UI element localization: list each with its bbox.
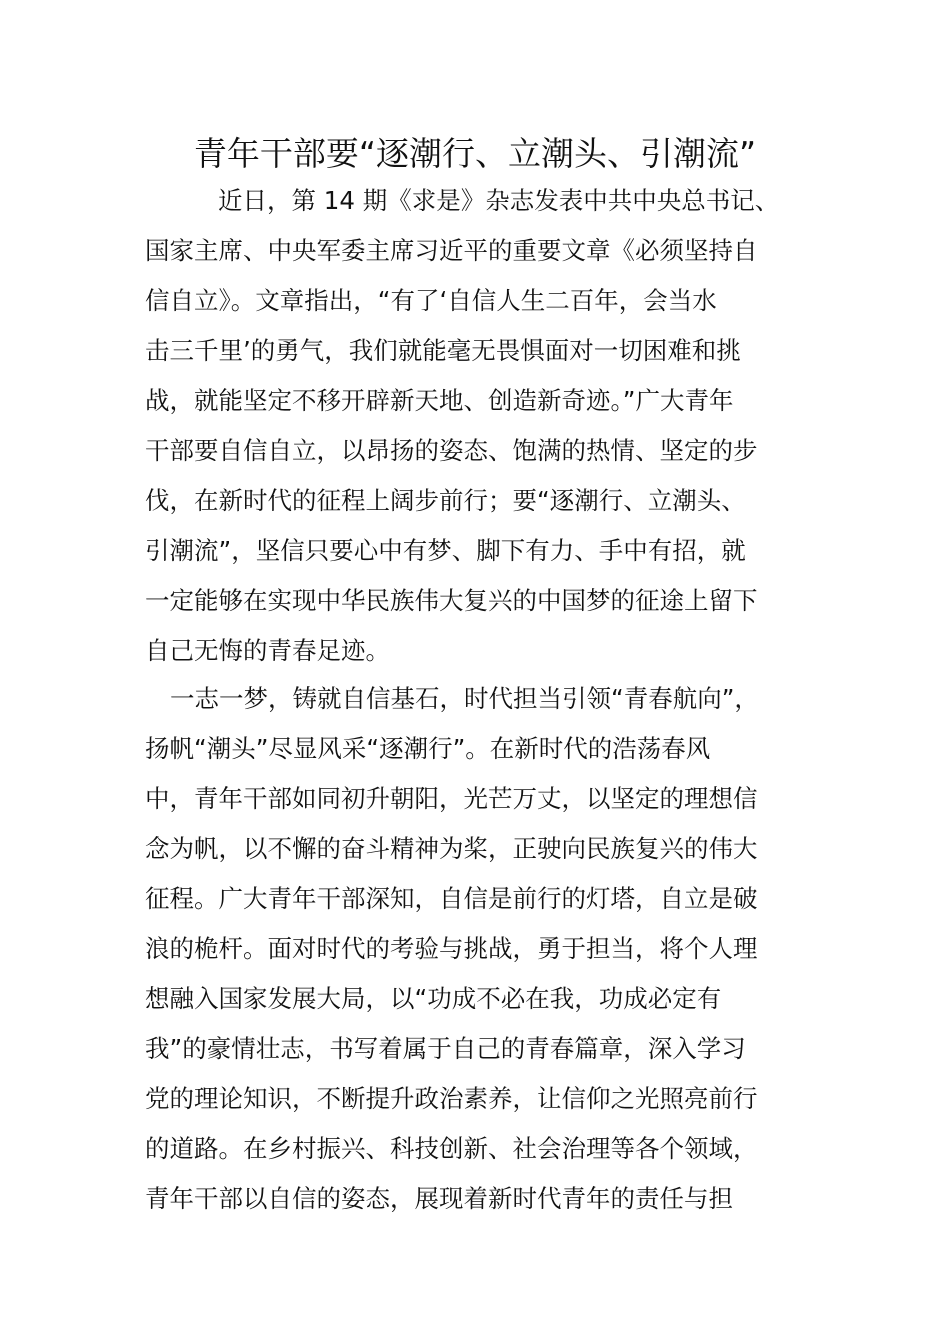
paragraph-line: 战，就能坚定不移开辟新天地、创造新奇迹。”广大青年: [145, 386, 734, 415]
paragraph-line: 伐，在新时代的征程上阔步前行；要“逐潮行、立潮头、: [145, 486, 746, 515]
paragraph-line: 一志一梦，铸就自信基石，时代担当引领“青春航向”，: [170, 684, 759, 713]
paragraph-line: 自己无悔的青春足迹。: [145, 636, 390, 665]
paragraph-line: 击三千里’的勇气，我们就能毫无畏惧面对一切困难和挑: [145, 336, 741, 365]
paragraph-line: 党的理论知识，不断提升政治素养，让信仰之光照亮前行: [145, 1084, 758, 1113]
paragraph-line: 青年干部以自信的姿态，展现着新时代青年的责任与担: [145, 1184, 733, 1213]
paragraph-line: 引潮流”，坚信只要心中有梦、脚下有力、手中有招，就: [145, 536, 746, 565]
paragraph-2: [145, 674, 810, 1224]
paragraph-line: 的道路。在乡村振兴、科技创新、社会治理等各个领域，: [145, 1134, 758, 1163]
paragraph-1: [145, 176, 810, 676]
paragraph-line: 信自立》。文章指出，“有了‘自信人生二百年，会当水: [145, 286, 717, 315]
paragraph-line: 国家主席、中央军委主席习近平的重要文章《必须坚持自: [145, 236, 758, 265]
paragraph-line: 一定能够在实现中华民族伟大复兴的中国梦的征途上留下: [145, 586, 758, 615]
paragraph-line: 干部要自信自立，以昂扬的姿态、饱满的热情、坚定的步: [145, 436, 758, 465]
paragraph-line: 近日，第 14 期《求是》杂志发表中共中央总书记、: [218, 186, 780, 215]
paragraph-line: 中，青年干部如同初升朝阳，光芒万丈，以坚定的理想信: [145, 784, 758, 813]
paragraph-line: 浪的桅杆。面对时代的考验与挑战，勇于担当，将个人理: [145, 934, 758, 963]
paragraph-line: 我”的豪情壮志，书写着属于自己的青春篇章，深入学习: [145, 1034, 746, 1063]
paragraph-line: 想融入国家发展大局，以“功成不必在我，功成必定有: [145, 984, 722, 1013]
paragraph-line: 念为帆，以不懈的奋斗精神为桨，正驶向民族复兴的伟大: [145, 834, 758, 863]
paragraph-line: 征程。广大青年干部深知，自信是前行的灯塔，自立是破: [145, 884, 758, 913]
document-title: 青年干部要“逐潮行、立潮头、引潮流”: [193, 134, 757, 173]
paragraph-line: 扬帆“潮头”尽显风采“逐潮行”。在新时代的浩荡春风: [145, 734, 711, 763]
